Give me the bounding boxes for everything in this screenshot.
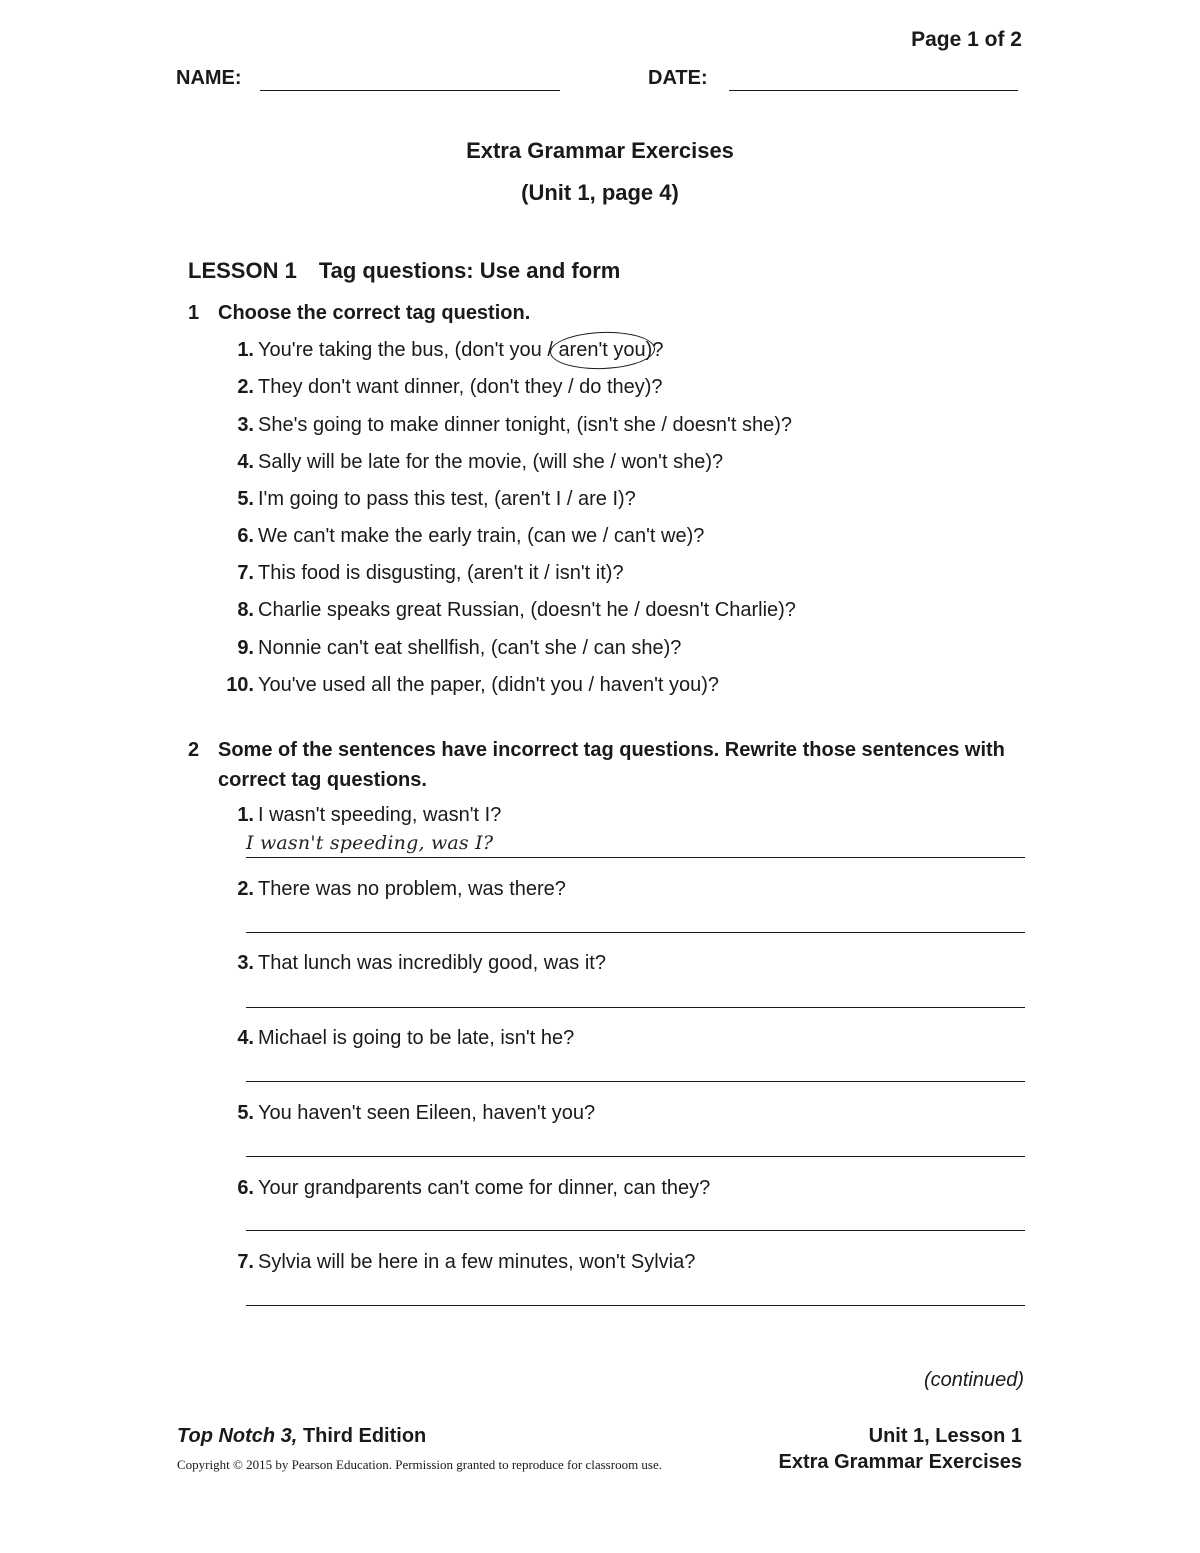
list-item	[216, 674, 719, 702]
item-number: 7.	[237, 1251, 254, 1273]
item-text: I wasn't speeding, wasn't I?	[258, 804, 502, 826]
list-item	[216, 376, 663, 404]
item-text-post: )?	[645, 339, 664, 361]
circled-answer: aren't you	[558, 339, 646, 361]
answer-line-1[interactable]	[246, 857, 1025, 858]
continued-note: (continued)	[923, 1369, 1024, 1391]
item-number: 2.	[237, 878, 254, 900]
item-number: 8.	[237, 599, 254, 621]
lesson-heading	[188, 258, 620, 284]
answer-line-5[interactable]	[246, 1156, 1025, 1157]
list-item	[216, 952, 606, 980]
item-text: Nonnie can't eat shellfish, (can't she / can she)?	[258, 637, 682, 659]
item-number: 1.	[237, 804, 254, 826]
list-item	[216, 1177, 710, 1205]
list-item	[216, 804, 501, 832]
unit-lesson: Unit 1, Lesson 1	[868, 1425, 1022, 1447]
instruction-text: Some of the sentences have incorrect tag questions. Rewrite those sentences with correct tag questions.	[218, 739, 1005, 791]
exercise-number: 1	[188, 302, 200, 324]
item-text: There was no problem, was there?	[258, 878, 566, 900]
page-title: Extra Grammar Exercises	[466, 138, 734, 163]
item-text: She's going to make dinner tonight, (isn't she / doesn't she)?	[258, 414, 792, 436]
list-item	[216, 414, 792, 442]
item-text: Your grandparents can't come for dinner, can they?	[258, 1177, 711, 1199]
item-number: 5.	[237, 1102, 254, 1124]
list-item	[216, 878, 566, 906]
book-name: Top Notch 3,	[177, 1425, 298, 1447]
page-number: Page 1 of 2	[911, 28, 1022, 51]
item-text	[258, 339, 663, 361]
item-number: 4.	[237, 451, 254, 473]
item-number: 1.	[237, 339, 254, 361]
list-item	[216, 525, 704, 553]
exercise-2-instruction	[188, 735, 1048, 795]
item-number: 9.	[237, 637, 254, 659]
lesson-label: LESSON 1	[188, 258, 297, 283]
item-text: Charlie speaks great Russian, (doesn't he / doesn't Charlie)?	[258, 599, 796, 621]
list-item	[216, 562, 624, 590]
book-edition: Third Edition	[302, 1425, 427, 1447]
exercise-number: 2	[188, 739, 200, 761]
list-item	[216, 339, 663, 367]
answer-line-4[interactable]	[246, 1081, 1025, 1082]
item-text: Sylvia will be here in a few minutes, won't Sylvia?	[258, 1251, 696, 1273]
list-item	[216, 599, 796, 627]
footer-extra: Extra Grammar Exercises	[778, 1451, 1022, 1473]
item-number: 7.	[237, 562, 254, 584]
item-text: You've used all the paper, (didn't you / haven't you)?	[258, 674, 720, 696]
item-text: We can't make the early train, (can we / can't we)?	[258, 525, 705, 547]
item-text: You haven't seen Eileen, haven't you?	[258, 1102, 596, 1124]
book-title	[177, 1425, 426, 1448]
item-text: That lunch was incredibly good, was it?	[258, 952, 606, 974]
item-number: 3.	[237, 952, 254, 974]
list-item	[216, 451, 723, 479]
list-item	[216, 637, 681, 665]
list-item	[216, 488, 636, 516]
answer-line-6[interactable]	[246, 1230, 1025, 1231]
item-text: They don't want dinner, (don't they / do they)?	[258, 376, 663, 398]
item-text: This food is disgusting, (aren't it / isn't it)?	[258, 562, 624, 584]
lesson-topic: Tag questions: Use and form	[318, 258, 621, 283]
answer-line-7[interactable]	[246, 1305, 1025, 1306]
copyright: Copyright © 2015 by Pearson Education. Permission granted to reproduce for classroom use.	[177, 1457, 663, 1472]
instruction-text: Choose the correct tag question.	[218, 302, 531, 324]
item-number: 3.	[237, 414, 254, 436]
list-item	[216, 1251, 695, 1279]
item-number: 4.	[237, 1027, 254, 1049]
answer-line-3[interactable]	[246, 1007, 1025, 1008]
list-item	[216, 1027, 574, 1055]
answer-line-2[interactable]	[246, 932, 1025, 933]
date-line	[729, 90, 1018, 91]
exercise-1-instruction	[188, 298, 1048, 328]
item-number: 2.	[237, 376, 254, 398]
item-number: 6.	[237, 525, 254, 547]
name-line	[260, 90, 560, 91]
name-label: NAME:	[176, 67, 242, 89]
item-text-pre: You're taking the bus, (don't you /	[258, 339, 559, 361]
item-number: 5.	[237, 488, 254, 510]
item-number: 6.	[237, 1177, 254, 1199]
page-subtitle: (Unit 1, page 4)	[521, 180, 679, 205]
item-text: I'm going to pass this test, (aren't I / are I)?	[258, 488, 636, 510]
item-text: Sally will be late for the movie, (will she / won't she)?	[258, 451, 724, 473]
handwritten-answer: I wasn't speeding, was I?	[246, 832, 494, 854]
date-label: DATE:	[648, 67, 708, 89]
item-text: Michael is going to be late, isn't he?	[258, 1027, 575, 1049]
item-number: 10.	[226, 674, 254, 696]
list-item	[216, 1102, 595, 1130]
